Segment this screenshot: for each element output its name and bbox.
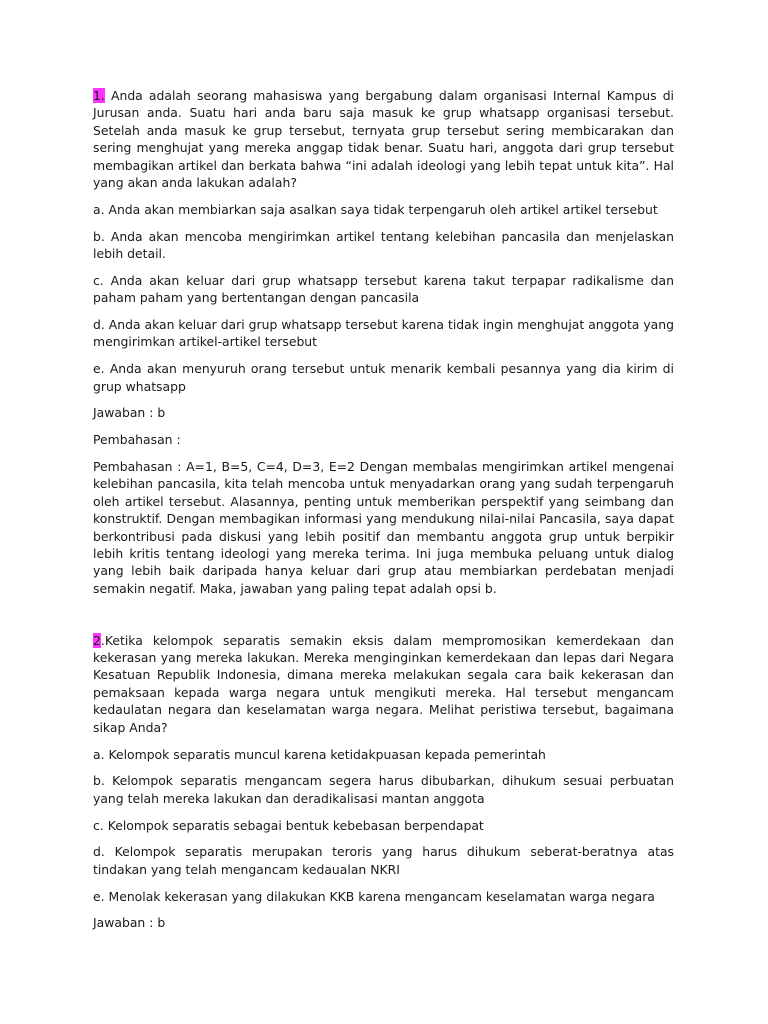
question-1-option-e: e. Anda akan menyuruh orang tersebut untuk menarik kembali pesannya yang dia kirim di grup whatsapp <box>93 361 674 394</box>
question-1-discussion-heading: Pembahasan : <box>93 432 181 448</box>
question-1-number: 1. <box>93 88 105 103</box>
question-2-answer: Jawaban : b <box>93 915 166 931</box>
question-1-option-d: d. Anda akan keluar dari grup whatsapp tersebut karena tidak ingin menghujat anggota yang mengirimkan artikel-artikel tersebut <box>93 317 674 350</box>
question-2-option-d: d. Kelompok separatis merupakan teroris yang harus dihukum seberat-beratnya atas tindakan yang telah mengancam kedaualan NKRI <box>93 844 674 877</box>
question-2-option-b: b. Kelompok separatis mengancam segera harus dibubarkan, dihukum sesuai perbuatan yang telah mereka lakukan dan deradikalisasi mantan anggota <box>93 773 674 806</box>
question-2-option-c: c. Kelompok separatis sebagai bentuk kebebasan berpendapat <box>93 817 484 833</box>
question-2-option-e: e. Menolak kekerasan yang dilakukan KKB karena mengancam keselamatan warga negara <box>93 888 655 904</box>
question-1-option-c: c. Anda akan keluar dari grup whatsapp tersebut karena takut terpapar radikalisme dan paham paham yang bertentangan dengan pancasila <box>93 272 674 306</box>
question-1-option-a: a. Anda akan membiarkan saja asalkan saya tidak terpengaruh oleh artikel artikel tersebut <box>93 201 658 217</box>
question-1-answer: Jawaban : b <box>93 405 166 421</box>
question-2-prompt <box>93 632 674 736</box>
document-page <box>93 87 674 941</box>
question-1-option-b: b. Anda akan mencoba mengirimkan artikel tentang kelebihan pancasila dan menjelaskan lebih detail. <box>93 228 674 262</box>
question-1-discussion: Pembahasan : A=1, B=5, C=4, D=3, E=2 Dengan membalas mengirimkan artikel mengenai kelebihan pancasila, kita telah mencoba untuk menyadarkan orang yang sudah terpengaruh oleh artikel tersebut. Alasannya, penting untuk memberikan perspektif yang seimbang dan konstruktif. Dengan membagikan informasi yang mendukung nilai-nilai Pancasila, saya dapat berkontribusi pada diskusi yang lebih positif dan membantu anggota grup untuk berpikir lebih kritis tentang ideologi yang mereka terima. Ini juga membuka peluang untuk dialog yang lebih baik daripada hanya keluar dari grup atau membiarkan perdebatan menjadi semakin negatif. Maka, jawaban yang paling tepat adalah opsi b. <box>93 459 674 596</box>
question-1-prompt <box>93 87 674 191</box>
question-1-text: Anda adalah seorang mahasiswa yang bergabung dalam organisasi Internal Kampus di Jurusan anda. Suatu hari anda baru saja masuk ke grup whatsapp organisasi tersebut. Setelah anda masuk ke grup tersebut, ternyata grup tersebut sering membicarakan dan sering menghujat yang mereka anggap tidak benar. Suatu hari, anggota dari grup tersebut membagikan artikel dan berkata bahwa “ini adalah ideologi yang lebih tepat untuk kita”. Hal yang akan anda lakukan adalah? <box>93 88 674 191</box>
question-2 <box>93 632 674 932</box>
question-2-number: 2 <box>93 632 101 648</box>
section-spacer <box>93 607 674 632</box>
question-1 <box>93 87 674 597</box>
question-2-text: .Ketika kelompok separatis semakin eksis dalam mempromosikan kemerdekaan dan kekerasan yang mereka lakukan. Mereka menginginkan kemerdekaan dan lepas dari Negara Kesatuan Republik Indonesia, dimana mereka melakukan segala cara baik kekerasan dan pemaksaan kepada warga negara untuk mengikuti mereka. Hal tersebut mengancam kedaulatan negara dan keselamatan warga negara. Melihat peristiwa tersebut, bagaimana sikap Anda? <box>93 632 674 735</box>
question-2-option-a: a. Kelompok separatis muncul karena ketidakpuasan kepada pemerintah <box>93 746 546 762</box>
